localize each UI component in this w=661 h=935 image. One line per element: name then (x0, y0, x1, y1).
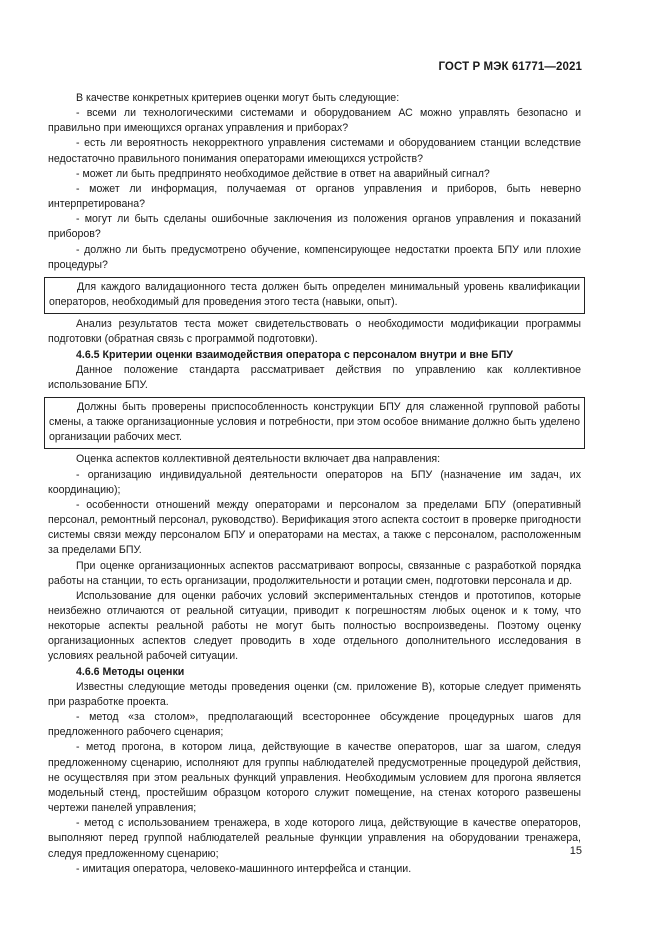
requirement-text: Для каждого валидационного теста должен быть определен минимальный уровень квалификации операторов, необходимый для проведения этого теста (навыки, опыт). (49, 280, 580, 309)
list-item: - может ли быть предпринято необходимое действие в ответ на аварийный сигнал? (76, 167, 490, 180)
list-item: - могут ли быть сделаны ошибочные заключения из положения органов управления и показаний приборов? (48, 213, 581, 241)
list-item: - должно ли быть предусмотрено обучение, компенсирующее недостатки проекта БПУ или плохие процедуры? (48, 243, 581, 271)
list-item: - имитация оператора, человеко-машинного интерфейса и станции. (76, 862, 412, 875)
paragraph: Известны следующие методы проведения оценки (см. приложение В), которые следует применять при разработке проекта. (48, 680, 581, 708)
list-item: - всеми ли технологическими системами и оборудованием АС можно управлять безопасно и правильно при имеющихся органах управления и приборах? (48, 107, 581, 135)
section-heading: 4.6.5 Критерии оценки взаимодействия оператора с персоналом внутри и вне БПУ (76, 348, 513, 361)
paragraph: При оценке организационных аспектов рассматривают вопросы, связанные с разработкой порядка работы на станции, то есть организации, продолжительности и ротации смен, подготовки персонала и др. (48, 559, 581, 587)
section-heading: 4.6.6 Методы оценки (76, 665, 185, 678)
list-item: - организацию индивидуальной деятельности операторов на БПУ (назначение им задач, их координацию); (48, 468, 581, 496)
paragraph: Данное положение стандарта рассматривает действия по управлению как коллективное использование БПУ. (48, 363, 581, 391)
page-content (48, 91, 581, 877)
standard-header: ГОСТ Р МЭК 61771—2021 (438, 61, 582, 73)
list-item: - метод с использованием тренажера, в ходе которого лица, действующие в качестве операторов, выполняют перед группой наблюдателей реальные функции управления на оборудовании тренажера, следуя предложенному сценарию; (48, 817, 581, 860)
paragraph: В качестве конкретных критериев оценки могут быть следующие: (76, 92, 400, 104)
paragraph: Анализ результатов теста может свидетельствовать о необходимости модификации программы подготовки (обратная связь с программой подготовки). (48, 318, 581, 346)
list-item: - метод прогона, в котором лица, действующие в качестве операторов, шаг за шагом, следуя предложенному сценарию, исполняют для группы наблюдателей предусмотренные процедурой действия, не осуществляя при этом реальных функций управления. Необходимым условием для прогона является модельный стенд, простейшим образцом которого служит помещение, на стенах которого развешены чертежи панелей управления; (48, 741, 581, 815)
list-item: - особенности отношений между операторами и персоналом за пределами БПУ (оперативный персонал, ремонтный персонал, руководство). Верификация этого аспекта состоит в проверке пригодности системы связи между персоналом БПУ и операторами на местах, а также с персоналом, расположенным за пределами БПУ. (48, 498, 581, 557)
paragraph: Оценка аспектов коллективной деятельности включает два направления: (76, 453, 441, 466)
requirement-text: Должны быть проверены приспособленность конструкции БПУ для слаженной групповой работы смены, а также организационные условия и потребности, при этом особое внимание должно быть уделено организации рабочих мест. (49, 400, 580, 444)
requirement-box (44, 277, 585, 314)
list-item: - есть ли вероятность некорректного управления системами и оборудованием станции вследствие недостаточно правильного понимания операторами имеющихся устройств? (48, 137, 581, 165)
page-number: 15 (569, 845, 582, 857)
paragraph: Использование для оценки рабочих условий экспериментальных стендов и прототипов, которые неизбежно отличаются от реальной ситуации, приводит к погрешностям любых оценок и к тому, что некоторые аспекты реальной работы не могут быть полностью воспроизведены. Поэтому оценку организационных аспектов следует проводить в ходе отдельного дополнительного исследования в условиях реальной рабочей ситуации. (48, 589, 581, 663)
list-item: - метод «за столом», предполагающий всестороннее обсуждение процедурных шагов для предложенного рабочего сценария; (48, 711, 581, 739)
list-item: - может ли информация, получаемая от органов управления и приборов, быть неверно интерпретирована? (48, 182, 581, 211)
requirement-box (44, 397, 585, 449)
